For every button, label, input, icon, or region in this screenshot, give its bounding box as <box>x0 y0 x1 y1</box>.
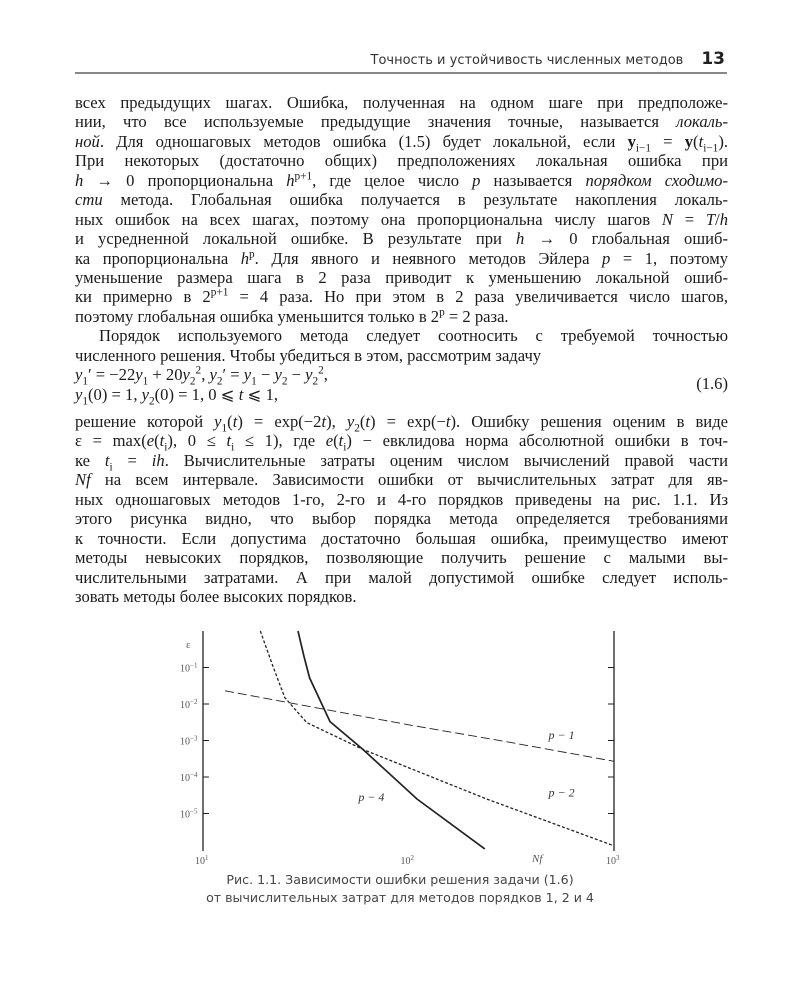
text-run: p <box>472 170 481 190</box>
text-run: зовать методы более высоких порядков. <box>75 586 357 606</box>
text-run: i <box>343 441 347 454</box>
text-run: h <box>719 209 728 229</box>
text-run: ′ = <box>222 365 244 385</box>
text-run: ), 0 ≤ <box>167 431 227 451</box>
y-tick-label-base: 10 <box>180 736 190 748</box>
text-run: ка пропорциональна <box>75 248 241 268</box>
y-tick-label-exp: −5 <box>190 807 198 816</box>
text-run: ных ошибок на всех шагах, поэтому она пропорциональна числу шагов <box>75 209 662 229</box>
text-run: t <box>238 384 244 404</box>
text-run: − <box>287 365 306 385</box>
text-run: этого рисунка видно, что выбор порядка метода определяется требованиями <box>75 509 728 529</box>
y-tick-label-base: 10 <box>180 773 190 784</box>
text-run: 2 <box>149 394 155 407</box>
text-run: t <box>698 131 704 151</box>
text-run: ). <box>718 131 728 151</box>
text-run: y <box>209 365 217 385</box>
running-header-title: Точность и устойчивость численных методов <box>370 53 684 68</box>
text-run: ной <box>75 131 100 151</box>
text-run: При некоторых (достаточно общих) предположениях локальная ошибка при <box>75 151 728 171</box>
text-run: численного решения. Чтобы убедиться в этом, рассмотрим задачу <box>75 345 542 365</box>
text-run: 1 <box>82 394 89 407</box>
y-tick-label <box>180 771 198 784</box>
y-tick-label <box>180 662 198 675</box>
text-run: ( <box>359 412 366 431</box>
text-run: − <box>256 365 275 385</box>
text-run: , где целое число <box>312 170 473 190</box>
text-run: 2 <box>318 364 324 377</box>
text-run: N <box>661 209 673 229</box>
x-axis-label: Nf <box>532 853 543 865</box>
text-run: y <box>75 365 83 385</box>
x-tick-label-base: 10 <box>400 856 411 867</box>
text-run: / <box>715 209 720 229</box>
x-tick-label-base: 10 <box>195 856 205 867</box>
text-run: ⩽ 1, <box>243 384 279 404</box>
caption-line-1: Рис. 1.1. Зависимости ошибки решения задачи (1.6) <box>226 872 574 887</box>
text-run: методы невысоких порядков, позволяющие получить решение с малыми вы- <box>75 548 728 568</box>
text-run: → 0 пропорциональна <box>83 170 287 190</box>
text-run: p <box>602 248 611 268</box>
text-run: 1 <box>221 422 228 435</box>
text-run: 2 <box>312 375 319 388</box>
text-run: i−1 <box>703 142 719 155</box>
text-run: h <box>240 248 250 268</box>
text-run: 1 <box>82 375 89 388</box>
text-run: ) − евклидова норма абсолютной ошибки в точ- <box>346 431 728 451</box>
text-run: y <box>141 384 149 404</box>
text-run: . Для одношаговых методов ошибка (1.5) будет локальной, если <box>99 131 628 151</box>
text-run: на всем интервале. Зависимости ошибки от вычислительных затрат для яв- <box>90 470 728 490</box>
text-run: y <box>627 131 636 151</box>
text-run: ). Ошибку решения оценим в виде <box>450 412 728 431</box>
x-tick-label <box>606 854 620 867</box>
text-run: t <box>226 431 232 451</box>
y-axis-label: ε <box>186 639 191 651</box>
text-run: p <box>439 306 445 319</box>
text-run: ( <box>333 431 339 451</box>
text-run: t <box>365 412 370 431</box>
text-run: 2 <box>195 364 202 377</box>
text-run: ки примерно в 2 <box>75 287 211 307</box>
text-run: нии, что все используемые предыдущие значения точные, называется <box>75 112 677 132</box>
text-run: y <box>274 365 282 385</box>
text-run: i−1 <box>635 142 651 155</box>
text-run: t <box>338 431 344 451</box>
text-run: уменьшение размера шага в 2 раза приводит к уменьшению локальной ошиб- <box>75 267 728 287</box>
series-line-3 <box>298 631 485 849</box>
text-run: порядком сходимо- <box>585 170 729 190</box>
text-run: e <box>146 431 155 451</box>
text-run: (0) = 1, 0 ⩽ <box>154 384 239 404</box>
text-run: ih <box>151 450 165 470</box>
text-run: h <box>286 170 295 190</box>
text-run: ≤ 1), где <box>234 431 326 451</box>
text-run: решение которой <box>75 412 215 431</box>
text-run: ) = exp(−2 <box>237 412 322 431</box>
series-label: p − 4 <box>358 790 385 805</box>
y-tick-label-exp: −1 <box>190 661 198 670</box>
text-run: y <box>75 384 83 404</box>
text-run: 2 <box>216 375 223 388</box>
text-run: + 20 <box>148 365 183 385</box>
text-run: называется <box>480 170 586 190</box>
text-run: = 1, поэтому <box>610 248 729 268</box>
x-tick-label-exp: 3 <box>616 854 620 862</box>
text-run: T <box>705 209 716 229</box>
text-run: y <box>182 365 190 385</box>
text-run: p <box>249 247 255 260</box>
text-run: Nf <box>75 470 91 490</box>
figure-caption <box>0 871 800 907</box>
text-run: = <box>112 450 152 470</box>
text-run: t <box>159 431 165 451</box>
x-tick-label-base: 10 <box>606 856 616 867</box>
text-run: локаль- <box>676 112 728 132</box>
text-run: сти <box>75 190 103 210</box>
series-line-1 <box>225 691 614 762</box>
text-run: h <box>516 229 525 249</box>
text-run: ке <box>75 450 105 470</box>
x-tick-label-exp: 2 <box>410 854 414 862</box>
text-run: = 2 раза. <box>444 306 509 326</box>
text-run: и усредненной локальной ошибке. В результате при <box>75 229 517 249</box>
caption-line-2: от вычислительных затрат для методов порядков 1, 2 и 4 <box>206 890 594 905</box>
y-tick-label-base: 10 <box>180 663 190 675</box>
text-run: ′ = −22 <box>88 365 136 385</box>
text-run: = 4 раза. Но при этом в 2 раза увеличивается число шагов, <box>228 287 728 307</box>
text-run: , <box>323 365 328 385</box>
y-tick-label-exp: −2 <box>190 698 198 706</box>
text-run: i <box>109 461 113 474</box>
x-tick-label <box>195 854 209 867</box>
y-tick-label <box>180 698 198 711</box>
y-tick-label <box>180 808 198 821</box>
text-run: 1 <box>251 375 257 388</box>
text-run: 2 <box>189 375 196 388</box>
text-run: ( <box>154 431 160 451</box>
x-tick-label-exp: 1 <box>205 854 209 862</box>
text-run: (0) = 1, <box>88 384 142 404</box>
text-run: y <box>214 412 222 431</box>
text-run: → 0 глобальная ошиб- <box>524 229 728 249</box>
y-tick-label-exp: −4 <box>190 771 198 779</box>
text-run: i <box>231 441 235 454</box>
text-run: , <box>201 365 210 385</box>
text-run: к точности. Если допустима достаточно большая ошибка, преимущество имеют <box>75 528 728 548</box>
text-run: y <box>135 365 143 385</box>
series-label: p − 2 <box>548 785 575 800</box>
text-run: y <box>305 365 313 385</box>
text-run: = <box>650 131 685 151</box>
text-run: числительными затратами. А при малой допустимой ошибке следует исполь- <box>75 567 728 587</box>
text-run: t <box>232 412 238 431</box>
text-run: поэтому глобальная ошибка уменьшится только в 2 <box>75 306 440 326</box>
equation-number: (1.6) <box>696 374 728 394</box>
y-tick-label-exp: −3 <box>190 734 198 743</box>
text-run: p+1 <box>294 170 313 183</box>
text-run: 1 <box>142 375 149 388</box>
text-run: h <box>75 170 84 190</box>
text-run: y <box>684 131 694 151</box>
y-tick-label-base: 10 <box>180 809 190 821</box>
text-run: t <box>445 412 451 431</box>
text-run: . Для явного и неявного методов Эйлера <box>254 248 602 268</box>
text-run: i <box>164 441 168 454</box>
y-tick-label-base: 10 <box>180 700 190 711</box>
text-run: 2 <box>281 375 288 388</box>
x-tick-label <box>401 854 415 867</box>
series-label: p − 1 <box>548 727 575 742</box>
text-run: метода. Глобальная ошибка получается в результате накопления локаль- <box>102 190 728 210</box>
text-run: ) = exp(− <box>370 412 446 431</box>
text-run: y <box>243 365 252 385</box>
y-tick-label <box>180 735 198 748</box>
text-run: всех предыдущих шагах. Ошибка, полученная на одном шаге при предположе- <box>75 93 728 112</box>
text-run: ( <box>693 131 699 151</box>
text-run: ( <box>227 412 233 431</box>
text-run: t <box>104 450 110 470</box>
text-run: p+1 <box>210 286 229 299</box>
text-run: ных одношаговых методов 1-го, 2-го и 4-го порядков приведены на рис. 1.1. Из <box>75 489 728 509</box>
text-run: ε = max( <box>75 431 147 451</box>
text-run: . Вычислительные затраты оценим числом вычислений правой части <box>164 450 728 470</box>
text-run: t <box>321 412 327 431</box>
text-run: 2 <box>354 422 360 435</box>
text-run: e <box>325 431 334 451</box>
text-run: ), <box>326 412 347 431</box>
page-number: 13 <box>701 49 725 69</box>
text-run: Порядок используемого метода следует соотносить с требуемой точностью <box>99 326 728 346</box>
text-run: y <box>346 412 355 431</box>
text-run: = <box>672 209 706 229</box>
